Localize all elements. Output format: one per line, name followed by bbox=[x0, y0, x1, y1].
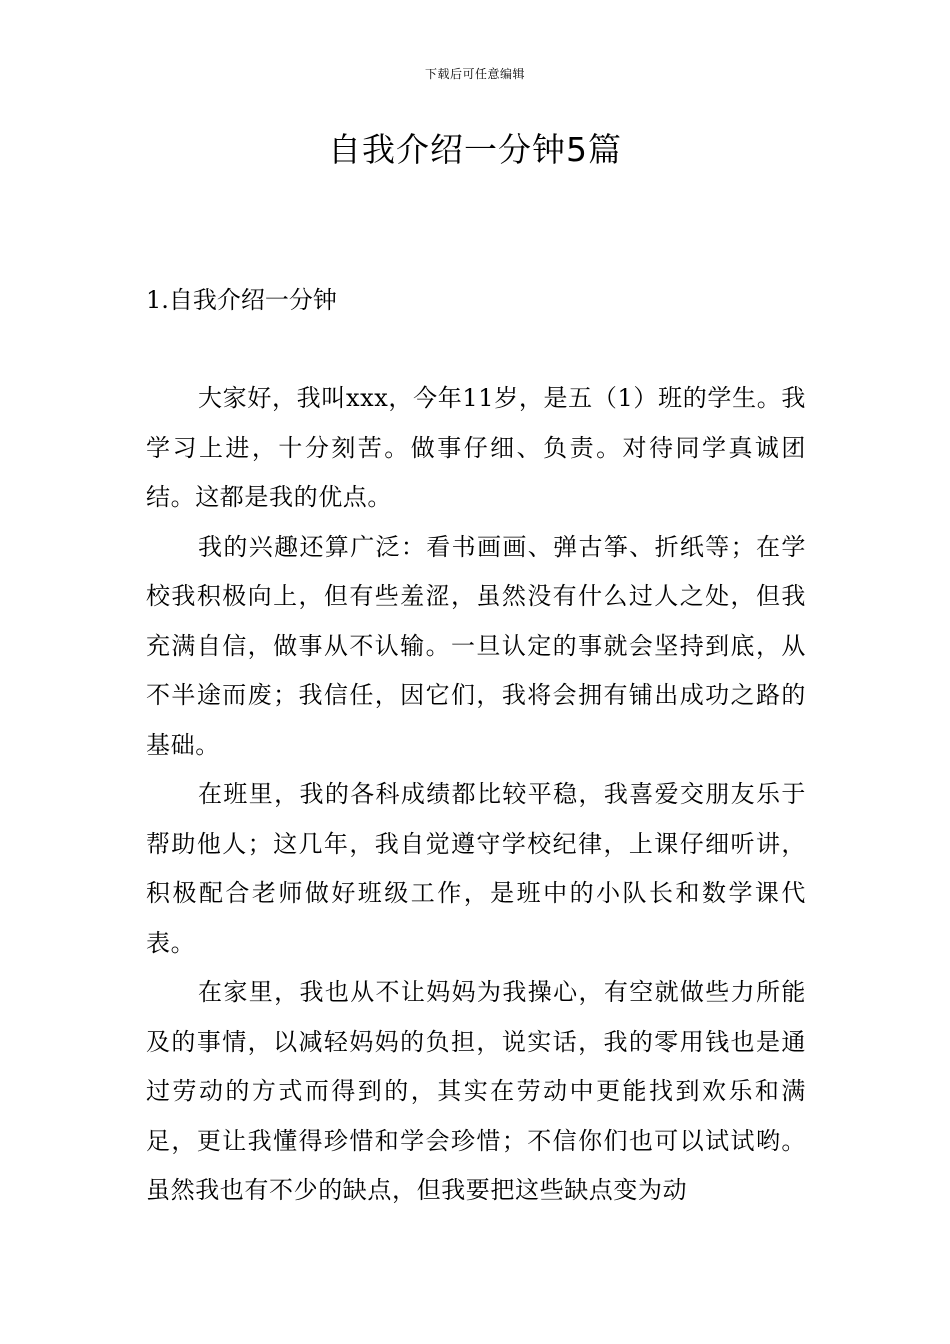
paragraph: 在班里，我的各科成绩都比较平稳，我喜爱交朋友乐于帮助他人；这几年，我自觉遵守学校纪律，上课仔细听讲，积极配合老师做好班级工作，是班中的小队长和数学课代表。 bbox=[146, 780, 806, 957]
body-text bbox=[146, 374, 806, 1216]
section-heading: 1.自我介绍一分钟 bbox=[146, 286, 337, 314]
paragraph: 我的兴趣还算广泛：看书画画、弹古筝、折纸等；在学校我积极向上，但有些羞涩，虽然没有什么过人之处，但我充满自信，做事从不认输。一旦认定的事就会坚持到底，从不半途而废；我信任，因它们，我将会拥有铺出成功之路的基础。 bbox=[146, 532, 806, 759]
paragraph: 大家好，我叫xxx，今年11岁，是五（1）班的学生。我学习上进，十分刻苦。做事仔细、负责。对待同学真诚团结。这都是我的优点。 bbox=[146, 384, 806, 511]
header-note: 下载后可任意编辑 bbox=[424, 67, 525, 81]
document-title: 自我介绍一分钟5篇 bbox=[328, 130, 622, 169]
paragraph: 在家里，我也从不让妈妈为我操心，有空就做些力所能及的事情，以减轻妈妈的负担，说实话，我的零用钱也是通过劳动的方式而得到的，其实在劳动中更能找到欢乐和满足，更让我懂得珍惜和学会珍惜；不信你们也可以试试哟。虽然我也有不少的缺点，但我要把这些缺点变为动 bbox=[146, 978, 806, 1204]
